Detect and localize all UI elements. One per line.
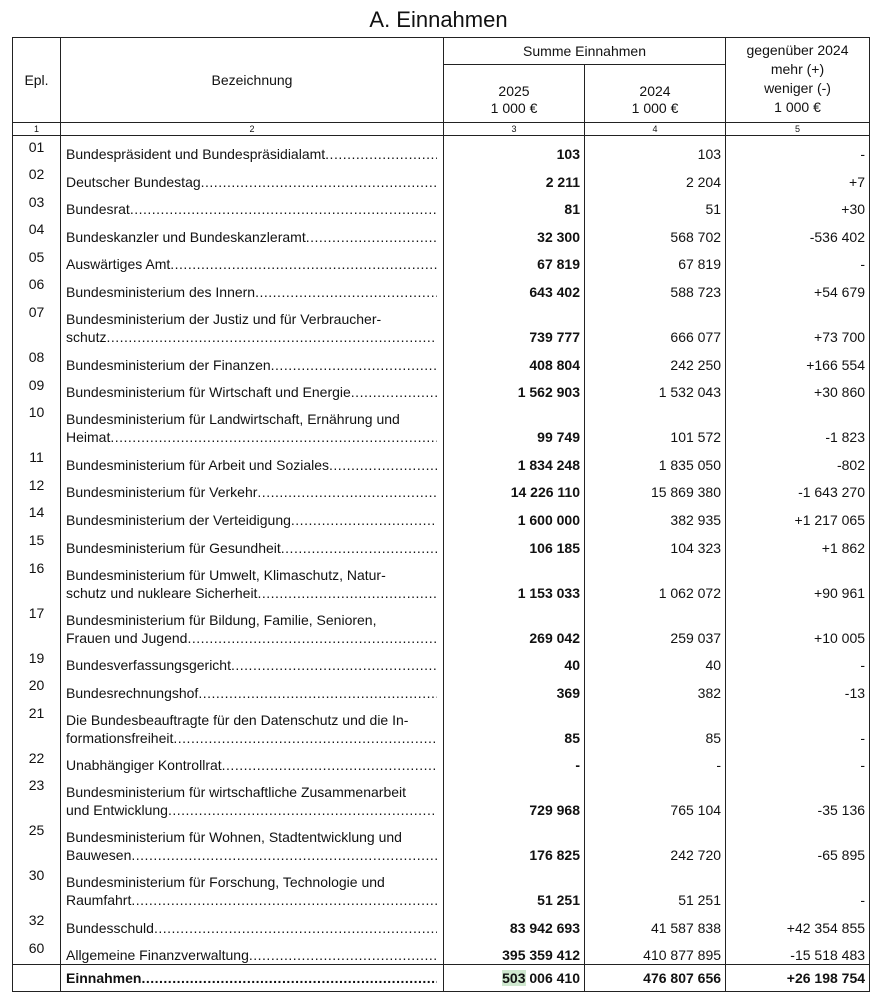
table-row: [13, 674, 870, 702]
row-label-text: Bundesrat: [66, 201, 130, 218]
row-epl: 01: [13, 136, 61, 164]
header-epl: Epl.: [13, 38, 61, 123]
row-label-line-dotted: [66, 456, 437, 474]
dot-leader: [201, 173, 437, 191]
row-label-text: Frauen und Jugend: [66, 629, 188, 646]
row-label-text: Bundesministerium für Verkehr: [66, 484, 258, 501]
header-difference: [726, 38, 870, 123]
row-value-2025: 369: [444, 674, 585, 702]
row-epl: 03: [13, 191, 61, 219]
row-label-line: Die Bundesbeauftragte für den Datenschutz und die In-: [66, 711, 409, 728]
row-difference: -536 402: [726, 218, 870, 246]
row-value-2024: 67 819: [585, 246, 726, 274]
row-label-line: Bundesministerium für Bildung, Familie, Senioren,: [66, 611, 377, 628]
row-difference: +54 679: [726, 273, 870, 301]
row-label-line-dotted: [66, 729, 437, 747]
table-row: [13, 819, 870, 864]
row-label-line-dotted: [66, 255, 437, 273]
dot-leader: [249, 946, 437, 964]
table-row: [13, 501, 870, 529]
row-bezeichnung: [61, 909, 444, 937]
row-epl: 25: [13, 819, 61, 864]
table-row: [13, 474, 870, 502]
row-value-2025: 32 300: [444, 218, 585, 246]
row-value-2024: 666 077: [585, 301, 726, 346]
row-label-line-dotted: [66, 756, 437, 774]
total-value-2025-rest: 006 410: [525, 970, 580, 987]
row-difference: -15 518 483: [726, 937, 870, 965]
row-bezeichnung: [61, 218, 444, 246]
page-title: A. Einnahmen: [369, 7, 508, 32]
dot-leader: [187, 629, 437, 647]
row-difference: -1 643 270: [726, 474, 870, 502]
row-difference: +30 860: [726, 374, 870, 402]
total-value-2024: 476 807 656: [585, 965, 726, 992]
table-row: [13, 909, 870, 937]
row-value-2025: 269 042: [444, 602, 585, 647]
row-bezeichnung: [61, 647, 444, 675]
row-label-line-dotted: [66, 801, 437, 819]
table-row: [13, 191, 870, 219]
row-label-line-dotted: [66, 656, 437, 674]
row-epl: 15: [13, 529, 61, 557]
row-value-2024: 242 720: [585, 819, 726, 864]
row-value-2025: -: [444, 747, 585, 775]
row-bezeichnung: [61, 501, 444, 529]
row-label-text: Bauwesen: [66, 847, 132, 864]
column-number: 4: [585, 123, 726, 136]
row-label-text: Bundesministerium der Finanzen: [66, 356, 271, 373]
row-label-line: Bundesministerium der Justiz und für Verbraucher-: [66, 311, 382, 328]
row-epl: 22: [13, 747, 61, 775]
row-bezeichnung: [61, 774, 444, 819]
row-bezeichnung: [61, 191, 444, 219]
row-value-2025: 103: [444, 136, 585, 164]
row-label-line-dotted: [66, 919, 437, 937]
row-value-2025: 395 359 412: [444, 937, 585, 965]
row-value-2025: 408 804: [444, 346, 585, 374]
dot-leader: [255, 283, 437, 301]
row-difference: -: [726, 747, 870, 775]
row-label-line-dotted: [66, 283, 437, 301]
row-value-2025: 739 777: [444, 301, 585, 346]
total-epl: [13, 965, 61, 992]
column-number: 5: [726, 123, 870, 136]
dot-leader: [325, 145, 437, 163]
row-label-line: Bundesministerium für Wohnen, Stadtentwicklung und: [66, 829, 402, 846]
header-unit-2024: 1 000 €: [631, 100, 679, 116]
row-label-line-dotted: [66, 539, 437, 557]
row-label-line-dotted: [66, 946, 437, 964]
row-epl: 14: [13, 501, 61, 529]
row-difference: +1 862: [726, 529, 870, 557]
row-value-2025: 40: [444, 647, 585, 675]
row-difference: -35 136: [726, 774, 870, 819]
row-value-2025: 83 942 693: [444, 909, 585, 937]
dot-leader: [306, 228, 437, 246]
row-epl: 17: [13, 602, 61, 647]
row-label-line: Bundesministerium für wirtschaftliche Zusammenarbeit: [66, 784, 407, 801]
row-label-line-dotted: [66, 145, 437, 163]
row-bezeichnung: [61, 747, 444, 775]
header-unit-2025: 1 000 €: [490, 100, 538, 116]
header-2025: [444, 65, 585, 123]
column-number: 1: [13, 123, 61, 136]
row-epl: 08: [13, 346, 61, 374]
row-value-2024: 382 935: [585, 501, 726, 529]
dot-leader: [281, 539, 437, 557]
row-epl: 32: [13, 909, 61, 937]
row-label-text: und Entwicklung: [66, 802, 168, 819]
row-label-text: schutz und nukleare Sicherheit: [66, 584, 258, 601]
row-label-line: Bundesministerium für Umwelt, Klimaschutz, Natur-: [66, 566, 386, 583]
row-value-2025: 643 402: [444, 273, 585, 301]
row-label-text: Bundesministerium des Innern: [66, 284, 256, 301]
row-label-line-dotted: [66, 428, 437, 446]
header-diff-line1: gegenüber 2024: [746, 42, 849, 58]
row-label-text: Bundesministerium für Arbeit und Soziales: [66, 456, 330, 473]
row-bezeichnung: [61, 246, 444, 274]
row-value-2024: 15 869 380: [585, 474, 726, 502]
row-bezeichnung: [61, 136, 444, 164]
row-value-2025: 81: [444, 191, 585, 219]
row-epl: 12: [13, 474, 61, 502]
row-bezeichnung: [61, 819, 444, 864]
dot-leader: [131, 846, 437, 864]
row-epl: 21: [13, 702, 61, 747]
row-label-text: Bundespräsident und Bundespräsidialamt: [66, 146, 326, 163]
row-value-2024: 410 877 895: [585, 937, 726, 965]
row-value-2024: 40: [585, 647, 726, 675]
table-row: [13, 702, 870, 747]
row-value-2024: 104 323: [585, 529, 726, 557]
table-row: [13, 446, 870, 474]
row-value-2024: 588 723: [585, 273, 726, 301]
header-2024: [585, 65, 726, 123]
row-label-line-dotted: [66, 483, 437, 501]
row-value-2025: 14 226 110: [444, 474, 585, 502]
header-year-2025: 2025: [498, 83, 530, 99]
row-value-2025: 2 211: [444, 163, 585, 191]
dot-leader: [130, 200, 437, 218]
row-label-text: Auswärtiges Amt: [66, 256, 171, 273]
table-row: [13, 301, 870, 346]
row-value-2024: 51 251: [585, 864, 726, 909]
row-value-2025: 67 819: [444, 246, 585, 274]
row-label-text: Bundesrechnungshof: [66, 684, 199, 701]
row-epl: 04: [13, 218, 61, 246]
total-row: [13, 965, 870, 992]
row-value-2024: 382: [585, 674, 726, 702]
header-bezeichnung: Bezeichnung: [61, 38, 444, 123]
row-label-text: Raumfahrt: [66, 892, 132, 909]
row-label-line: Bundesministerium für Landwirtschaft, Ernährung und: [66, 411, 400, 428]
total-value-2025: [444, 965, 585, 992]
row-label-line-dotted: [66, 629, 437, 647]
revenue-table: [12, 37, 870, 992]
row-label-text: schutz: [66, 329, 107, 346]
table-row: [13, 136, 870, 164]
row-label-line-dotted: [66, 356, 437, 374]
row-label-text: Bundesverfassungsgericht: [66, 657, 231, 674]
row-bezeichnung: [61, 301, 444, 346]
row-value-2024: -: [585, 747, 726, 775]
row-label-line-dotted: [66, 173, 437, 191]
total-label: Einnahmen: [66, 970, 142, 987]
row-difference: +90 961: [726, 557, 870, 602]
dot-leader: [131, 891, 437, 909]
row-epl: 60: [13, 937, 61, 965]
row-difference: -: [726, 136, 870, 164]
row-bezeichnung: [61, 602, 444, 647]
row-value-2024: 51: [585, 191, 726, 219]
row-label-line-dotted: [66, 511, 437, 529]
row-epl: 30: [13, 864, 61, 909]
dot-leader: [106, 328, 437, 346]
row-value-2025: 1 600 000: [444, 501, 585, 529]
row-value-2024: 103: [585, 136, 726, 164]
row-bezeichnung: [61, 163, 444, 191]
row-value-2025: 1 153 033: [444, 557, 585, 602]
dot-leader: [351, 383, 437, 401]
row-epl: 05: [13, 246, 61, 274]
dot-leader: [168, 801, 437, 819]
total-label-line: [66, 970, 437, 986]
row-label-text: Bundesschuld: [66, 920, 154, 936]
header-summe-einnahmen: Summe Einnahmen: [444, 38, 726, 65]
row-label-line-dotted: [66, 228, 437, 246]
row-value-2024: 1 062 072: [585, 557, 726, 602]
row-label-text: Allgemeine Finanzverwaltung: [66, 947, 249, 964]
total-difference: +26 198 754: [726, 965, 870, 992]
row-label-text: Bundeskanzler und Bundeskanzleramt: [66, 228, 306, 245]
header-diff-line2: mehr (+): [770, 61, 825, 77]
row-epl: 06: [13, 273, 61, 301]
row-value-2024: 101 572: [585, 401, 726, 446]
row-label-text: Unabhängiger Kontrollrat: [66, 757, 222, 774]
row-label-text: Heimat: [66, 429, 111, 446]
row-difference: -: [726, 647, 870, 675]
row-epl: 20: [13, 674, 61, 702]
header-diff-line3: weniger (-): [764, 80, 831, 96]
row-value-2024: 259 037: [585, 602, 726, 647]
row-value-2024: 2 204: [585, 163, 726, 191]
row-bezeichnung: [61, 864, 444, 909]
row-label-line-dotted: [66, 383, 437, 401]
row-label-line-dotted: [66, 891, 437, 909]
row-epl: 10: [13, 401, 61, 446]
table-row: [13, 557, 870, 602]
row-value-2024: 765 104: [585, 774, 726, 819]
dot-leader: [257, 584, 437, 602]
row-difference: -1 823: [726, 401, 870, 446]
row-value-2024: 85: [585, 702, 726, 747]
row-epl: 02: [13, 163, 61, 191]
row-value-2025: 1 562 903: [444, 374, 585, 402]
row-value-2025: 729 968: [444, 774, 585, 819]
row-difference: -13: [726, 674, 870, 702]
dot-leader: [141, 970, 437, 986]
row-bezeichnung: [61, 474, 444, 502]
row-value-2025: 99 749: [444, 401, 585, 446]
row-bezeichnung: [61, 557, 444, 602]
row-value-2024: 242 250: [585, 346, 726, 374]
row-label-line-dotted: [66, 584, 437, 602]
dot-leader: [231, 656, 437, 674]
header-diff-unit: 1 000 €: [774, 99, 821, 115]
table-row: [13, 246, 870, 274]
row-difference: +10 005: [726, 602, 870, 647]
row-difference: +42 354 855: [726, 909, 870, 937]
row-value-2025: 106 185: [444, 529, 585, 557]
table-row: [13, 374, 870, 402]
table-row: [13, 401, 870, 446]
row-epl: 19: [13, 647, 61, 675]
table-row: [13, 864, 870, 909]
row-label-line-dotted: [66, 846, 437, 864]
row-label-text: Deutscher Bundestag: [66, 173, 201, 190]
row-value-2025: 176 825: [444, 819, 585, 864]
row-value-2024: 1 835 050: [585, 446, 726, 474]
row-difference: -65 895: [726, 819, 870, 864]
dot-leader: [170, 255, 437, 273]
row-bezeichnung: [61, 674, 444, 702]
dot-leader: [110, 428, 437, 446]
row-difference: +1 217 065: [726, 501, 870, 529]
row-label-line-dotted: [66, 684, 437, 702]
row-label-line-dotted: [66, 328, 437, 346]
row-label-line-dotted: [66, 200, 437, 218]
table-row: [13, 647, 870, 675]
header-year-2024: 2024: [639, 83, 671, 99]
row-difference: +30: [726, 191, 870, 219]
row-epl: 09: [13, 374, 61, 402]
dot-leader: [291, 511, 437, 529]
row-value-2024: 568 702: [585, 218, 726, 246]
row-bezeichnung: [61, 529, 444, 557]
row-value-2025: 51 251: [444, 864, 585, 909]
row-bezeichnung: [61, 273, 444, 301]
table-row: [13, 163, 870, 191]
row-epl: 07: [13, 301, 61, 346]
row-label-text: Bundesministerium für Gesundheit: [66, 539, 281, 556]
row-difference: +166 554: [726, 346, 870, 374]
row-difference: +73 700: [726, 301, 870, 346]
row-difference: +7: [726, 163, 870, 191]
table-row: [13, 346, 870, 374]
row-value-2025: 1 834 248: [444, 446, 585, 474]
table-row: [13, 529, 870, 557]
dot-leader: [257, 483, 437, 501]
highlighted-text: 503: [502, 970, 526, 987]
table-row: [13, 273, 870, 301]
dot-leader: [154, 919, 437, 937]
row-value-2025: 85: [444, 702, 585, 747]
row-epl: 23: [13, 774, 61, 819]
row-label-text: formationsfreiheit: [66, 729, 174, 746]
dot-leader: [198, 684, 437, 702]
row-label-text: Bundesministerium für Wirtschaft und Energie: [66, 384, 351, 401]
row-value-2024: 41 587 838: [585, 909, 726, 937]
row-label-text: Bundesministerium der Verteidigung: [66, 512, 291, 529]
row-difference: -802: [726, 446, 870, 474]
dot-leader: [173, 729, 437, 747]
table-row: [13, 937, 870, 965]
dot-leader: [271, 356, 437, 374]
table-row: [13, 602, 870, 647]
row-bezeichnung: [61, 374, 444, 402]
row-value-2024: 1 532 043: [585, 374, 726, 402]
row-bezeichnung: [61, 937, 444, 965]
row-bezeichnung: [61, 401, 444, 446]
table-row: [13, 747, 870, 775]
row-label-line: Bundesministerium für Forschung, Technologie und: [66, 874, 385, 891]
table-row: [13, 218, 870, 246]
table-row: [13, 774, 870, 819]
row-difference: -: [726, 864, 870, 909]
row-epl: 16: [13, 557, 61, 602]
dot-leader: [329, 456, 437, 474]
total-label-cell: [61, 965, 444, 992]
row-epl: 11: [13, 446, 61, 474]
row-difference: -: [726, 702, 870, 747]
dot-leader: [222, 756, 437, 774]
row-bezeichnung: [61, 702, 444, 747]
column-number: 2: [61, 123, 444, 136]
column-number: 3: [444, 123, 585, 136]
row-bezeichnung: [61, 346, 444, 374]
column-number-row: [13, 123, 870, 136]
row-difference: -: [726, 246, 870, 274]
row-bezeichnung: [61, 446, 444, 474]
